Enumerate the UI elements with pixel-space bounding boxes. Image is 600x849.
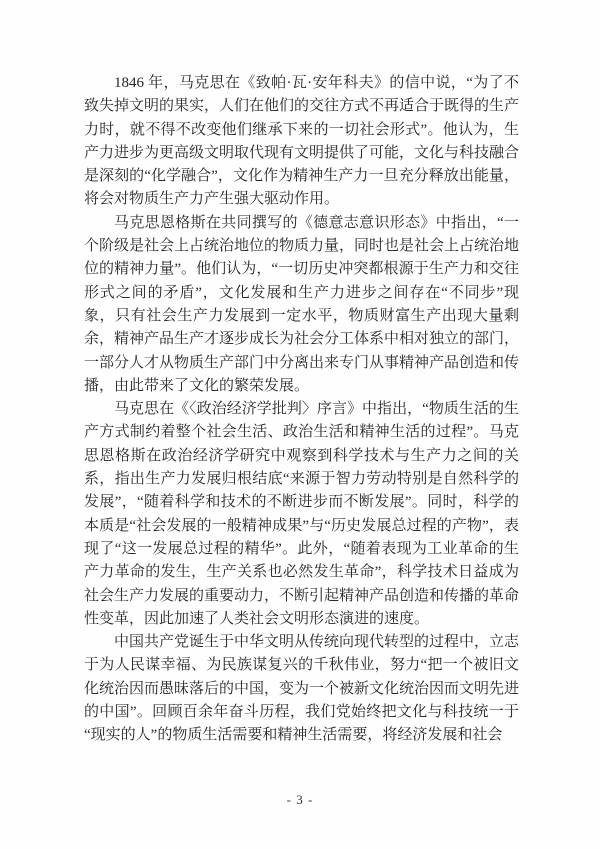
paragraph-1: 1846 年，马克思在《致帕·瓦·安年科夫》的信中说，“为了不致失掉文明的果实，人们在他们的交往方式不再适合于既得的生产力时，就不得不改变他们继承下来的一切社会形式”。他认为，生产力进步为更高级文明取代现有文明提供了可能，文化与科技融合是深刻的“化学融合”，文化作为精神生产力一旦充分释放出能量，将会对物质生产力产生强大驱动作用。 bbox=[84, 75, 520, 208]
paragraph-3: 马克思在《〈政治经济学批判〉序言》中指出，“物质生活的生产方式制约着整个社会生活、政治生活和精神生活的过程”。马克思恩格斯在政治经济学研究中观察到科学技术与生产力之间的关系，指出生产力发展归根结底“来源于智力劳动特别是自然科学的发展”，“随着科学和技术的不断进步而不断发展”。同时，科学的本质是“社会发展的一般精神成果”与“历史发展总过程的产物”，表现了“这一发展总过程的精华”。此外，“随着表现为工业革命的生产力革命的发生，生产关系也必然发生革命”，科学技术日益成为社会生产力发展的重要动力，不断引起精神产品创造和传播的革命性变革，因此加速了人类社会文明形态演进的速度。 bbox=[84, 401, 520, 627]
page-number: - 3 - bbox=[286, 792, 314, 807]
paragraph-4: 中国共产党诞生于中华文明从传统向现代转型的过程中，立志于为人民谋幸福、为民族谋复兴的千秋伟业，努力“把一个被旧文化统治因而愚昧落后的中国，变为一个被新文化统治因而文明先进的中国”。回顾百余年奋斗历程，我们党始终把文化与科技统一于“现实的人”的物质生活需要和精神生活需要，将经济发展和社会 bbox=[84, 634, 520, 744]
body-text-block bbox=[84, 72, 519, 748]
paragraph-2: 马克思恩格斯在共同撰写的《德意志意识形态》中指出，“一个阶级是社会上占统治地位的物质力量，同时也是社会上占统治地位的精神力量”。他们认为，“一切历史冲突都根源于生产力和交往形式之间的矛盾”，文化发展和生产力进步之间存在“不同步”现象，只有社会生产力发展到一定水平，物质财富生产出现大量剩余，精神产品生产才逐步成长为社会分工体系中相对独立的部门，一部分人才从物质生产部门中分离出来专门从事精神产品创造和传播，由此带来了文化的繁荣发展。 bbox=[84, 214, 520, 394]
